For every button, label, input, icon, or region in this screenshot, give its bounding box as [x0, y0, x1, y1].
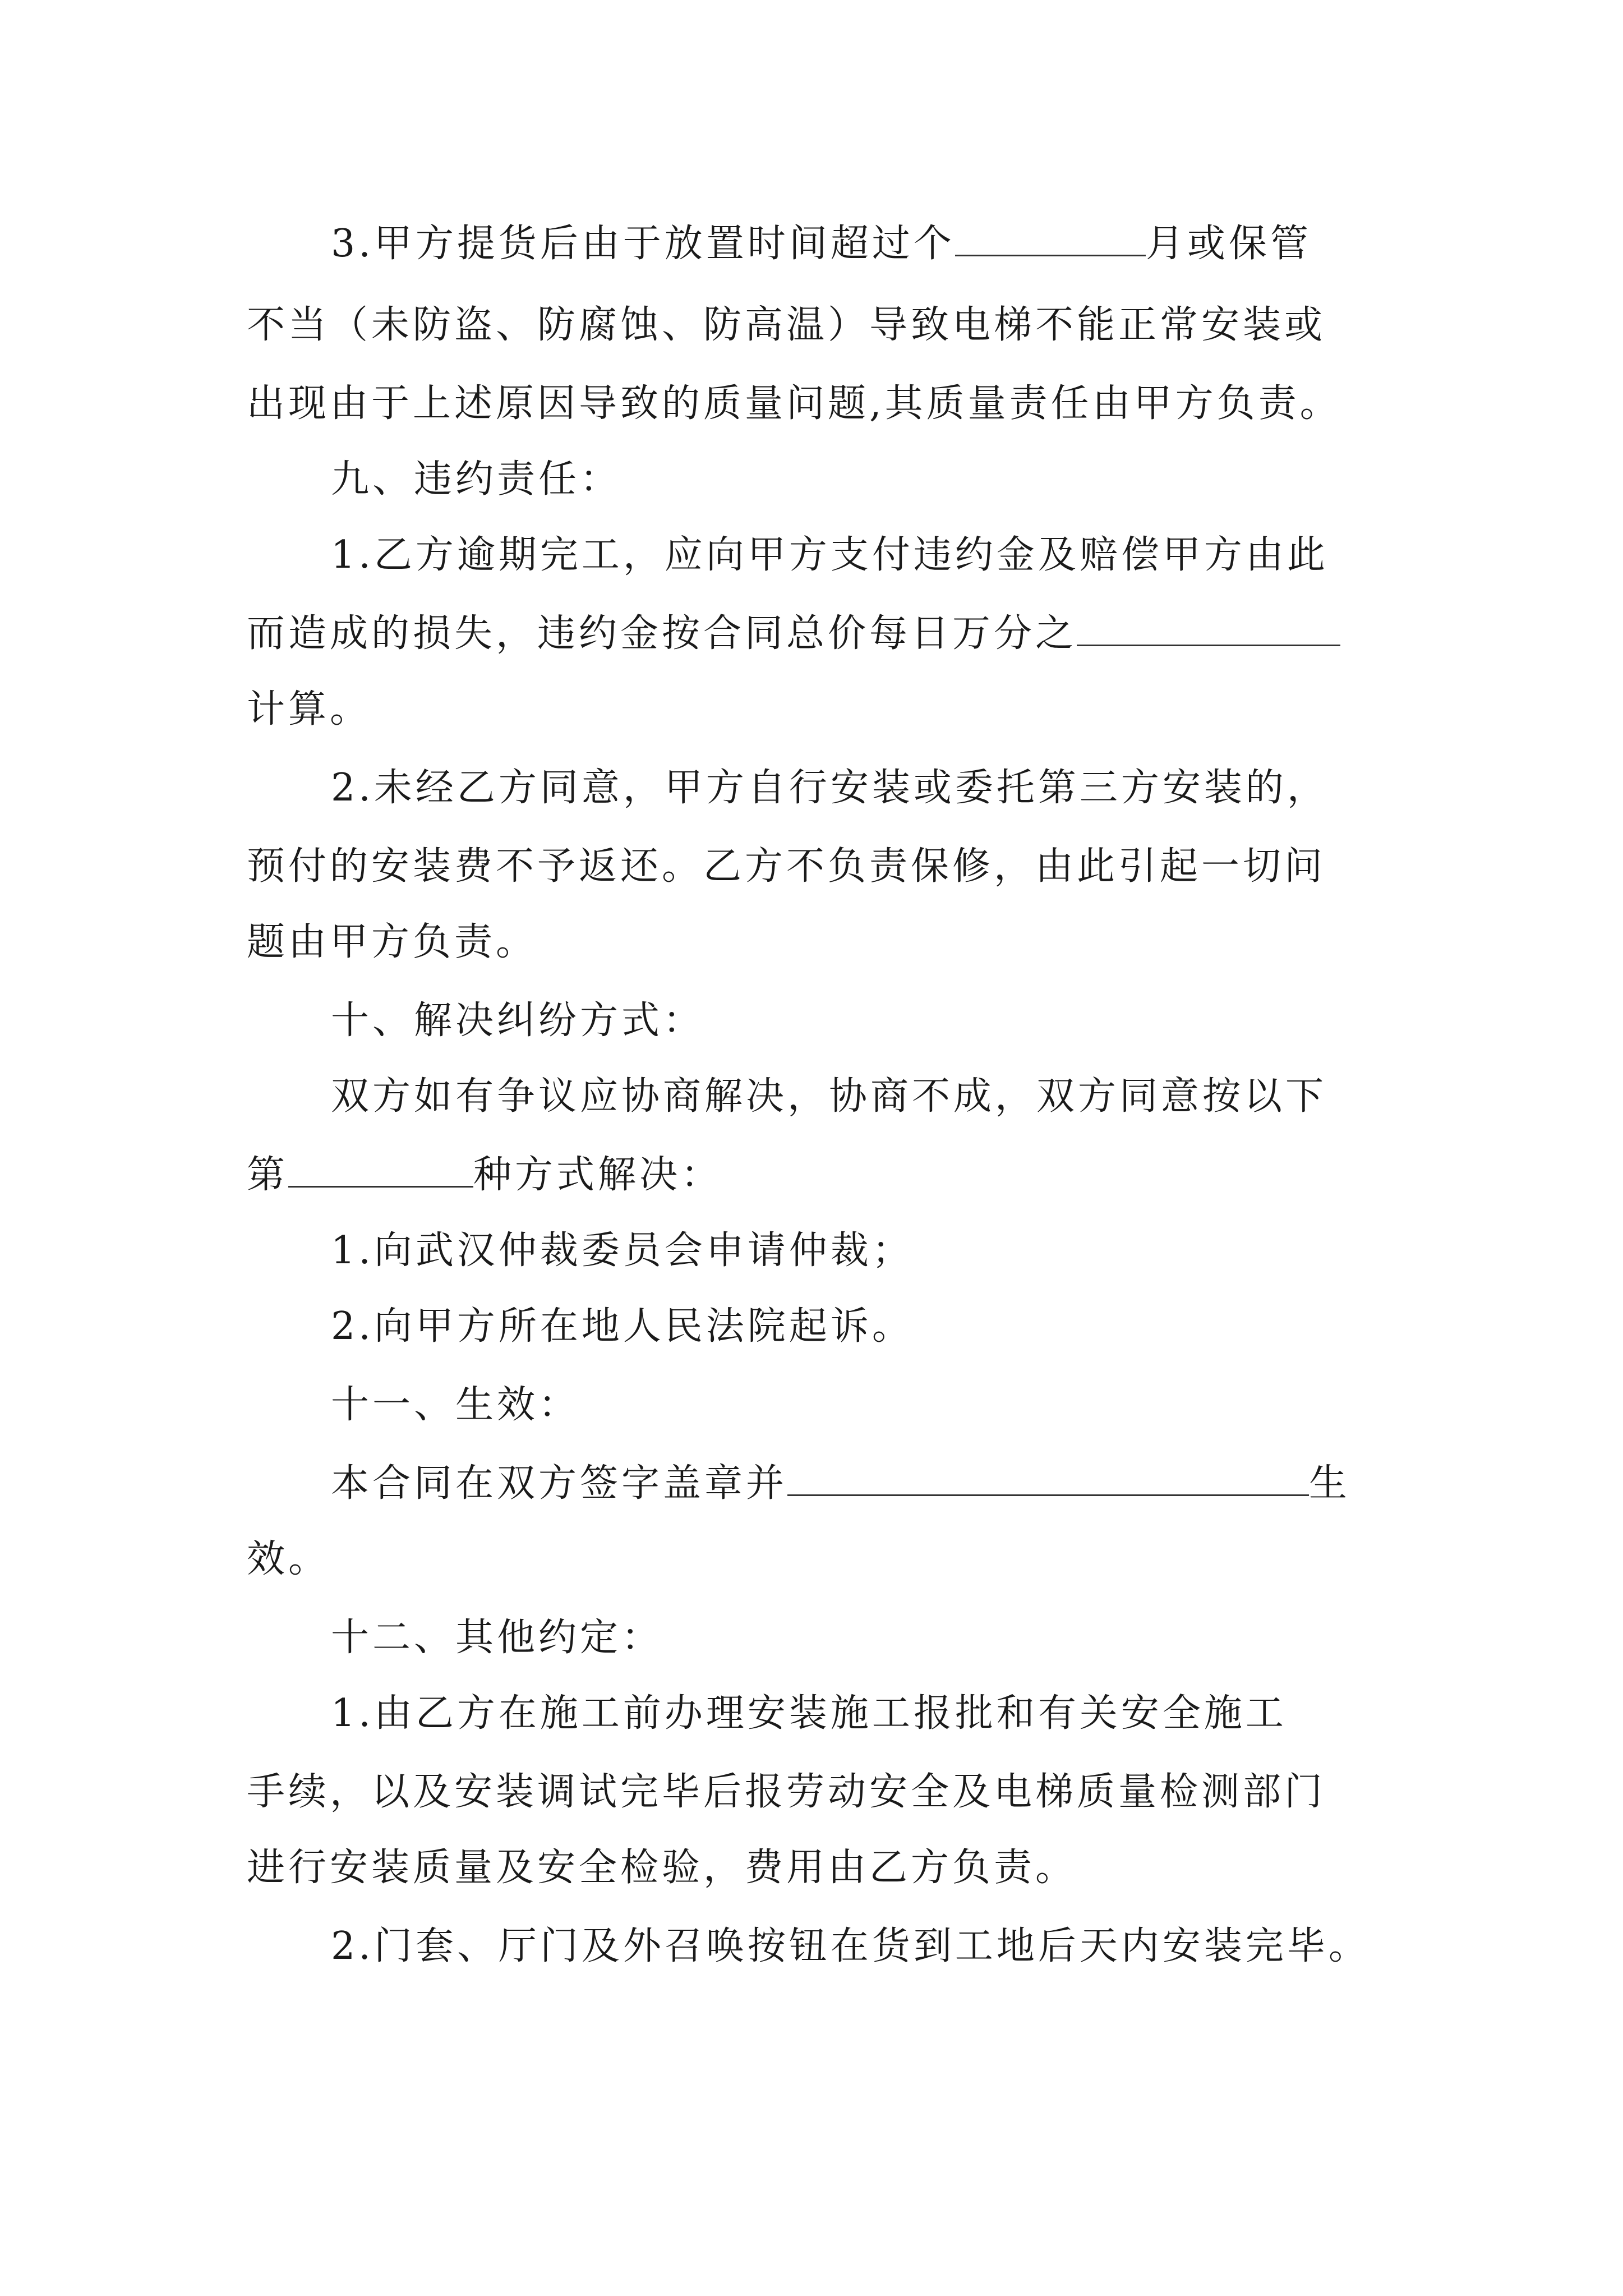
clause8-item3-text-a: 3.甲方提货后由于放置时间超过个	[331, 222, 955, 266]
clause10-heading: 十、解决纠纷方式：	[331, 999, 705, 1043]
clause8-item3-line1	[331, 219, 1312, 269]
clause9-item2-line3: 题由甲方负责。	[247, 920, 538, 964]
clause12-item1-line1: 1.由乙方在施工前办理安装施工报批和有关安全施工	[331, 1691, 1287, 1736]
clause12-item1-line2: 手续，以及安装调试完毕后报劳动安全及电梯质量检测部门	[247, 1770, 1326, 1814]
clause10-item2: 2.向甲方所在地人民法院起诉。	[331, 1304, 914, 1349]
clause10-body-line2	[247, 1150, 722, 1200]
fill-blank-effective-condition[interactable]	[787, 1461, 1309, 1496]
clause10-body-line1: 双方如有争议应协商解决，协商不成，双方同意按以下	[331, 1074, 1327, 1119]
clause11-text-a: 本合同在双方签字盖章并	[331, 1461, 788, 1506]
clause9-heading: 九、违约责任：	[331, 457, 622, 501]
clause12-item2: 2.门套、厅门及外召唤按钮在货到工地后天内安装完毕。	[331, 1924, 1370, 1968]
clause11-heading: 十一、生效：	[331, 1383, 580, 1427]
clause9-item1-text: 而造成的损失，违约金按合同总价每日万分之	[247, 611, 1077, 656]
clause8-item3-text-b: 月或保管	[1145, 222, 1312, 266]
clause9-item2-line2: 预付的安装费不予返还。乙方不负责保修，由此引起一切问	[247, 844, 1326, 889]
clause9-item1-line3: 计算。	[247, 687, 372, 731]
fill-blank-dispute-method[interactable]	[288, 1152, 473, 1188]
clause11-body-line2: 效。	[247, 1537, 330, 1581]
clause9-item1-line1: 1.乙方逾期完工，应向甲方支付违约金及赔偿甲方由此	[331, 533, 1329, 577]
clause10-text-a: 第	[247, 1153, 289, 1197]
clause10-text-b: 种方式解决：	[473, 1153, 723, 1197]
clause9-item2-line1: 2.未经乙方同意，甲方自行安装或委托第三方安装的，	[331, 766, 1329, 810]
clause12-item1-line3: 进行安装质量及安全检验，费用由乙方负责。	[247, 1846, 1077, 1890]
clause11-body-line1	[331, 1458, 1350, 1509]
clause9-item1-line2	[247, 609, 1340, 659]
clause8-item3-line2: 不当（未防盗、防腐蚀、防高温）导致电梯不能正常安装或	[247, 303, 1326, 347]
clause11-text-b: 生	[1309, 1461, 1351, 1506]
fill-blank-months[interactable]	[955, 221, 1146, 256]
clause10-item1: 1.向武汉仲裁委员会申请仲裁；	[331, 1228, 914, 1273]
clause8-item3-line3: 出现由于上述原因导致的质量问题,其质量责任由甲方负责。	[247, 381, 1341, 426]
clause12-heading: 十二、其他约定：	[331, 1616, 663, 1660]
fill-blank-penalty-rate[interactable]	[1077, 611, 1340, 646]
